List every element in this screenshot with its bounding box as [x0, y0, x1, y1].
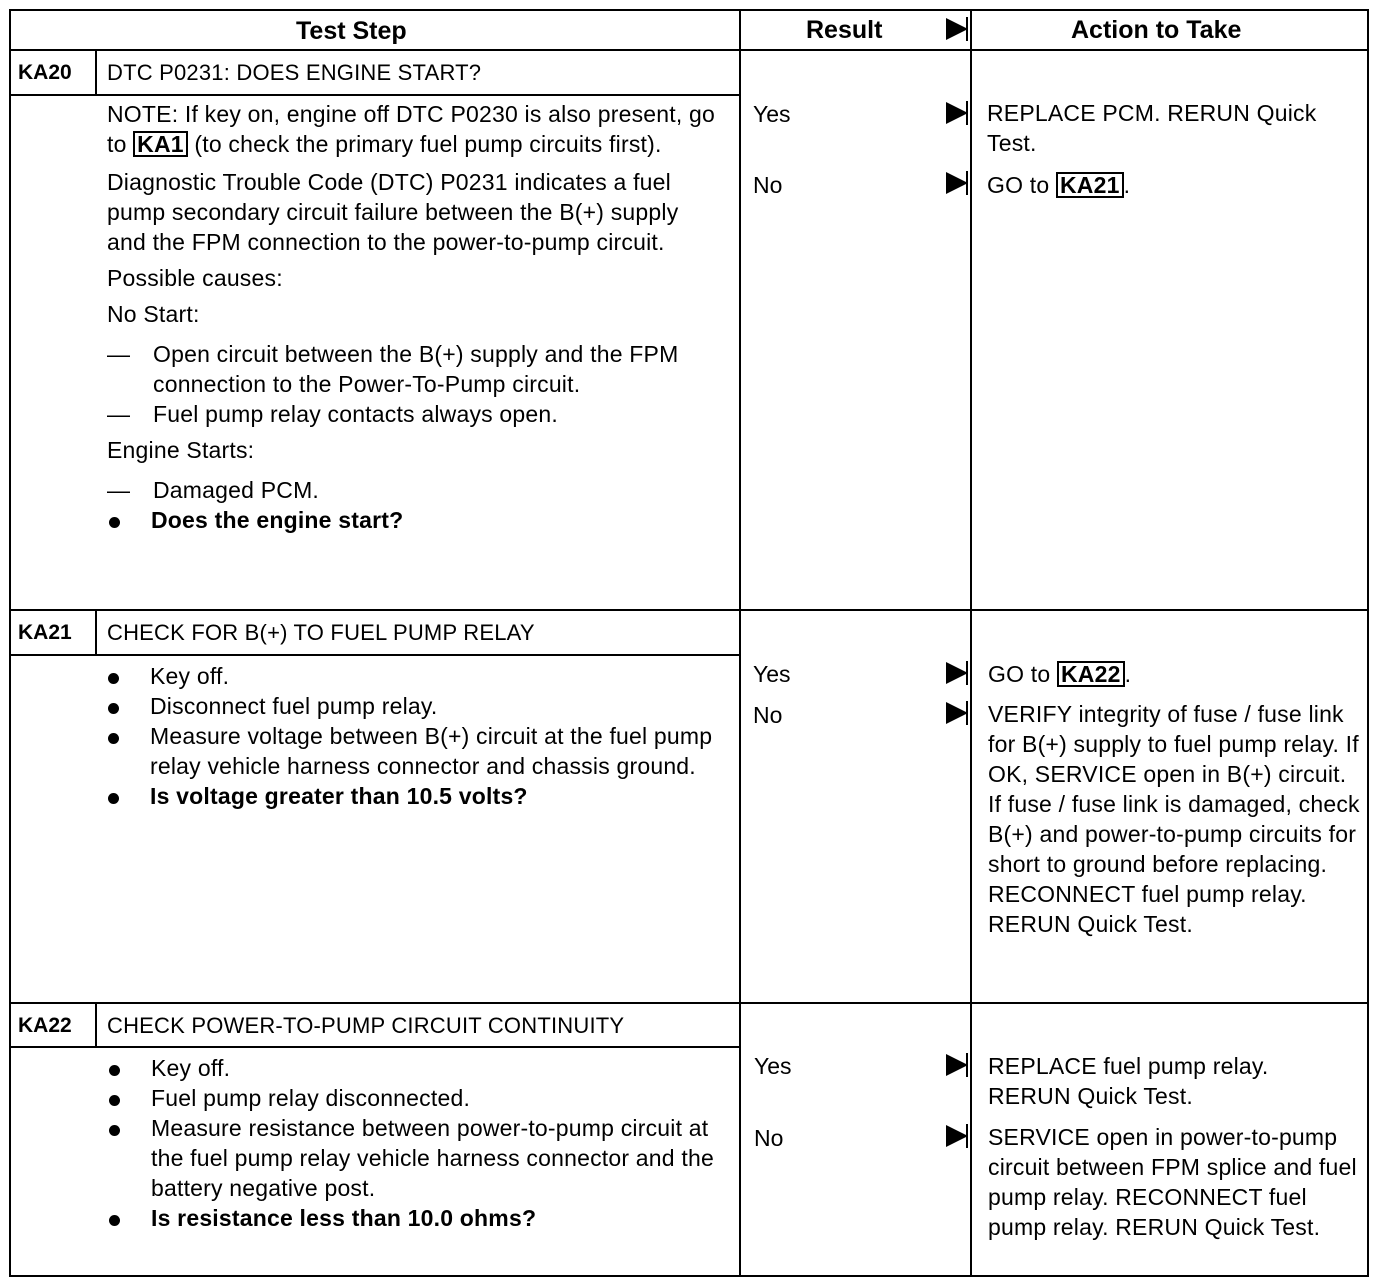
ka20-step-title: DTC P0231: DOES ENGINE START?	[107, 60, 482, 85]
ka22-step-title: CHECK POWER-TO-PUMP CIRCUIT CONTINUITY	[107, 1013, 625, 1038]
ka21-step-id: KA21	[18, 621, 72, 644]
ka22-bullet-1-text: Key off.	[151, 1055, 231, 1081]
ka20-description: Diagnostic Trouble Code (DTC) P0231 indicates a fuel pump secondary circuit failure between the B(+) supply and the FPM connection to the power-to-pump circuit.	[107, 169, 679, 255]
ka20-yes-arrow-icon	[946, 102, 968, 124]
ka20-question-text: Does the engine start?	[151, 507, 404, 533]
bullet-icon	[109, 517, 120, 528]
ka22-no-arrow-bar-icon	[966, 1124, 968, 1148]
header-divider	[9, 49, 1369, 51]
ka20-body	[107, 99, 722, 535]
ka21-id-divider	[95, 611, 97, 655]
ka20-action-yes: REPLACE PCM. RERUN Quick Test.	[987, 100, 1317, 156]
ka20-note	[107, 99, 722, 159]
header-arrow-bar-icon	[966, 17, 968, 41]
ka22-yes-arrow-bar-icon	[966, 1053, 968, 1077]
ka22-action-yes: REPLACE fuel pump relay. RERUN Quick Test.	[988, 1053, 1269, 1109]
ka21-step-title: CHECK FOR B(+) TO FUEL PUMP RELAY	[107, 620, 535, 645]
ka20-dash-item-2	[107, 399, 722, 429]
ka20-possible-causes: Possible causes:	[107, 265, 283, 291]
ka20-no-arrow-icon	[946, 172, 968, 194]
dash-marker: —	[107, 477, 131, 503]
ka20-note-suffix: (to check the primary fuel pump circuits first).	[187, 131, 662, 157]
ka20-id-divider	[95, 51, 97, 95]
ka22-no-arrow-icon	[946, 1125, 968, 1147]
ka20-dash-item-1	[107, 339, 722, 399]
column-divider-action	[970, 9, 972, 1277]
ka20-note-prefix: NOTE: If key on, engine off DTC P0230 is also present, go to	[107, 101, 716, 157]
ka21-action-no: VERIFY integrity of fuse / fuse link for B(+) supply to fuel pump relay. If OK, SERVICE open in B(+) circuit. If fuse / fuse link is damaged, check B(+) and power-to-pump circuits for short to ground before replacing. RECONNECT fuel pump relay. RERUN Quick Test.	[988, 701, 1360, 937]
header-result: Result	[806, 16, 883, 44]
ka21-no-arrow-icon	[946, 702, 968, 724]
ka21-top-divider	[9, 609, 1369, 611]
ka21-action-yes-ref-link[interactable]: KA22	[1057, 661, 1125, 687]
dash-marker: —	[107, 401, 131, 427]
ka22-result-yes: Yes	[754, 1053, 792, 1079]
ka21-bullet-3-text: Measure voltage between B(+) circuit at the fuel pump relay vehicle harness connector and chassis ground.	[150, 723, 713, 779]
ka20-yes-arrow-bar-icon	[966, 101, 968, 125]
ka20-result-yes: Yes	[753, 101, 791, 127]
ka22-bullet-2-text: Fuel pump relay disconnected.	[151, 1085, 471, 1111]
ka22-bullet-3-text: Measure resistance between power-to-pump circuit at the fuel pump relay vehicle harness connector and the battery negative post.	[151, 1115, 714, 1201]
ka21-title-divider	[9, 654, 741, 656]
header-arrow-icon	[946, 18, 968, 40]
header-test-step: Test Step	[296, 17, 407, 45]
ka22-body	[107, 1053, 722, 1233]
ka22-title-divider	[9, 1046, 741, 1048]
ka20-action-no-suffix: .	[1123, 172, 1131, 198]
ka20-dash-1-text: Open circuit between the B(+) supply and the FPM connection to the Power-To-Pump circuit.	[153, 341, 679, 397]
ka20-engine-starts: Engine Starts:	[107, 437, 255, 463]
bullet-icon	[108, 703, 119, 714]
ka22-id-divider	[95, 1004, 97, 1048]
ka20-dash-3-text: Damaged PCM.	[153, 477, 320, 503]
bullet-icon	[109, 1065, 120, 1076]
ka22-bullet-item-2	[107, 1083, 722, 1113]
ka22-result-no: No	[754, 1125, 784, 1151]
ka21-bullet-item-3	[106, 721, 721, 781]
ka21-bullet-item-4	[106, 781, 721, 811]
bullet-icon	[108, 733, 119, 744]
bullet-icon	[108, 793, 119, 804]
column-divider-result	[739, 9, 741, 1277]
ka20-result-no: No	[753, 172, 783, 198]
ka20-no-arrow-bar-icon	[966, 171, 968, 195]
ka21-yes-arrow-icon	[946, 662, 968, 684]
ka21-no-arrow-bar-icon	[966, 701, 968, 725]
ka22-action-no: SERVICE open in power-to-pump circuit between FPM splice and fuel pump relay. RECONNECT fuel pump relay. RERUN Quick Test.	[988, 1124, 1357, 1240]
ka21-bullet-4-text: Is voltage greater than 10.5 volts?	[150, 783, 528, 809]
ka20-action-no-prefix: GO to	[987, 172, 1056, 198]
ka21-result-no: No	[753, 702, 783, 728]
ka20-no-start: No Start:	[107, 301, 200, 327]
ka22-top-divider	[9, 1002, 1369, 1004]
ka20-step-id: KA20	[18, 61, 72, 84]
ka21-body	[106, 661, 721, 811]
ka22-yes-arrow-icon	[946, 1054, 968, 1076]
ka21-action-yes-suffix: .	[1124, 661, 1132, 687]
ka21-result-yes: Yes	[753, 661, 791, 687]
ka21-bullet-item-1	[106, 661, 721, 691]
ka22-bullet-item-1	[107, 1053, 722, 1083]
ka21-action-yes	[988, 659, 1358, 689]
ka21-bullet-2-text: Disconnect fuel pump relay.	[150, 693, 438, 719]
ka20-title-divider	[9, 94, 741, 96]
ka21-yes-arrow-bar-icon	[966, 661, 968, 685]
ka21-bullet-item-2	[106, 691, 721, 721]
table-border-left	[9, 9, 11, 1277]
ka20-note-ref-link[interactable]: KA1	[133, 131, 188, 157]
ka22-bullet-4-text: Is resistance less than 10.0 ohms?	[151, 1205, 537, 1231]
header-action: Action to Take	[1071, 16, 1242, 44]
table-border-right	[1367, 9, 1369, 1277]
ka20-action-no-ref-link[interactable]: KA21	[1056, 172, 1124, 198]
table-border-top	[9, 9, 1369, 11]
ka20-dash-2-text: Fuel pump relay contacts always open.	[153, 401, 558, 427]
bullet-icon	[108, 673, 119, 684]
bullet-icon	[109, 1095, 120, 1106]
table-border-bottom	[9, 1275, 1369, 1277]
ka20-dash-item-3	[107, 475, 722, 505]
ka22-step-id: KA22	[18, 1014, 72, 1037]
bullet-icon	[109, 1125, 120, 1136]
ka22-bullet-item-3	[107, 1113, 722, 1203]
dash-marker: —	[107, 341, 131, 367]
ka21-action-yes-prefix: GO to	[988, 661, 1057, 687]
ka20-question-item	[107, 505, 722, 535]
bullet-icon	[109, 1215, 120, 1226]
ka22-bullet-item-4	[107, 1203, 722, 1233]
ka21-bullet-1-text: Key off.	[150, 663, 230, 689]
ka20-action-no	[987, 170, 1357, 200]
